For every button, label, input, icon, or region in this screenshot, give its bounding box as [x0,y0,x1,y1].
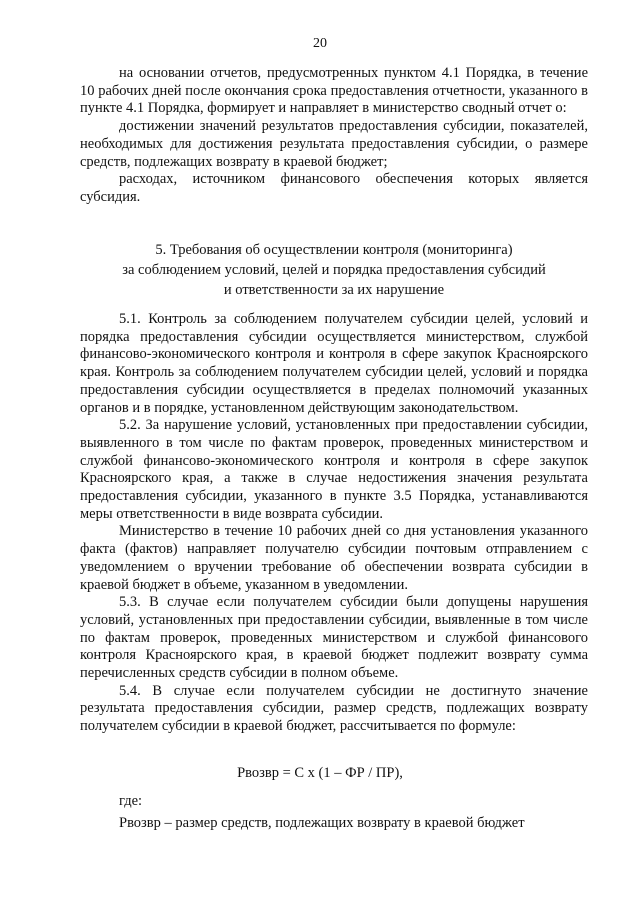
paragraph-5-3: 5.3. В случае если получателем субсидии были допущены нарушения условий, установленных при предоставлении субсидии, выявленные в том числе по фактам проверок, проведенных министерством и службой финансового контроля Красноярского края, в краевой бюджет подлежит возврату сумма перечисленных средств субсидии в полном объеме. [80,594,588,682]
section-heading-line-2: за соблюдением условий, целей и порядка предоставления субсидий [122,262,546,278]
intro-paragraph-2: достижении значений результатов предоставления субсидии, показателей, необходимых для достижения результата предоставления субсидии, о размере средств, подлежащих возврату в краевой бюджет; [80,118,588,170]
section-heading-line-1: 5. Требования об осуществлении контроля (мониторинга) [155,242,513,258]
intro-paragraph-3: расходах, источником финансового обеспечения которых является субсидия. [80,171,588,205]
section-body [80,311,588,736]
page-number: 20 [313,36,327,51]
section-heading-line-3: и ответственности за их нарушение [223,282,445,298]
paragraph-5-1: 5.1. Контроль за соблюдением получателем субсидии целей, условий и порядка предоставления субсидии осуществляется министерством, службой финансово-экономического контроля и контроля в сфере закупок Красноярского края. Контроль за соблюдением получателем субсидии целей, условий и порядка предоставления субсидии осуществляется в пределах полномочий указанных органов и в порядке, установленном действующим законодательством. [80,311,588,416]
section-heading [80,240,588,300]
paragraph-ministry-notice: Министерство в течение 10 рабочих дней со дня установления указанного факта (фактов) направляет получателю субсидии почтовым отправлением с уведомлением о вручении требование об обеспечении возврата субсидии в краевой бюджет в объеме, указанном в уведомлении. [80,523,588,593]
intro-block [80,65,588,207]
intro-paragraph-1: на основании отчетов, предусмотренных пунктом 4.1 Порядка, в течение 10 рабочих дней после окончания срока предоставления отчетности, указанного в пункте 4.1 Порядка, формирует и направляет в министерство сводный отчет о: [80,65,588,117]
paragraph-5-4: 5.4. В случае если получателем субсидии не достигнуто значение результата предоставления субсидии, размер средств, подлежащих возврату получателем субсидии в краевой бюджет, рассчитывается по формуле: [80,682,588,735]
formula: Рвозвр = С х (1 – ФР / ПР), [237,765,403,781]
definitions-block [80,792,588,832]
where-label: где: [119,793,143,809]
definition-rvozvr: Рвозвр – размер средств, подлежащих возврату в краевой бюджет [119,815,525,831]
paragraph-5-2: 5.2. За нарушение условий, установленных при предоставлении субсидии, выявленного в том числе по фактам проверок, проведенных министерством и службой финансово-экономического контроля и контроля в сфере закупок Красноярского края, а также в случае недостижения значения результата предоставления субсидии, указанного в пункте 3.5 Порядка, устанавливаются меры ответственности в виде возврата субсидии. [80,417,588,522]
